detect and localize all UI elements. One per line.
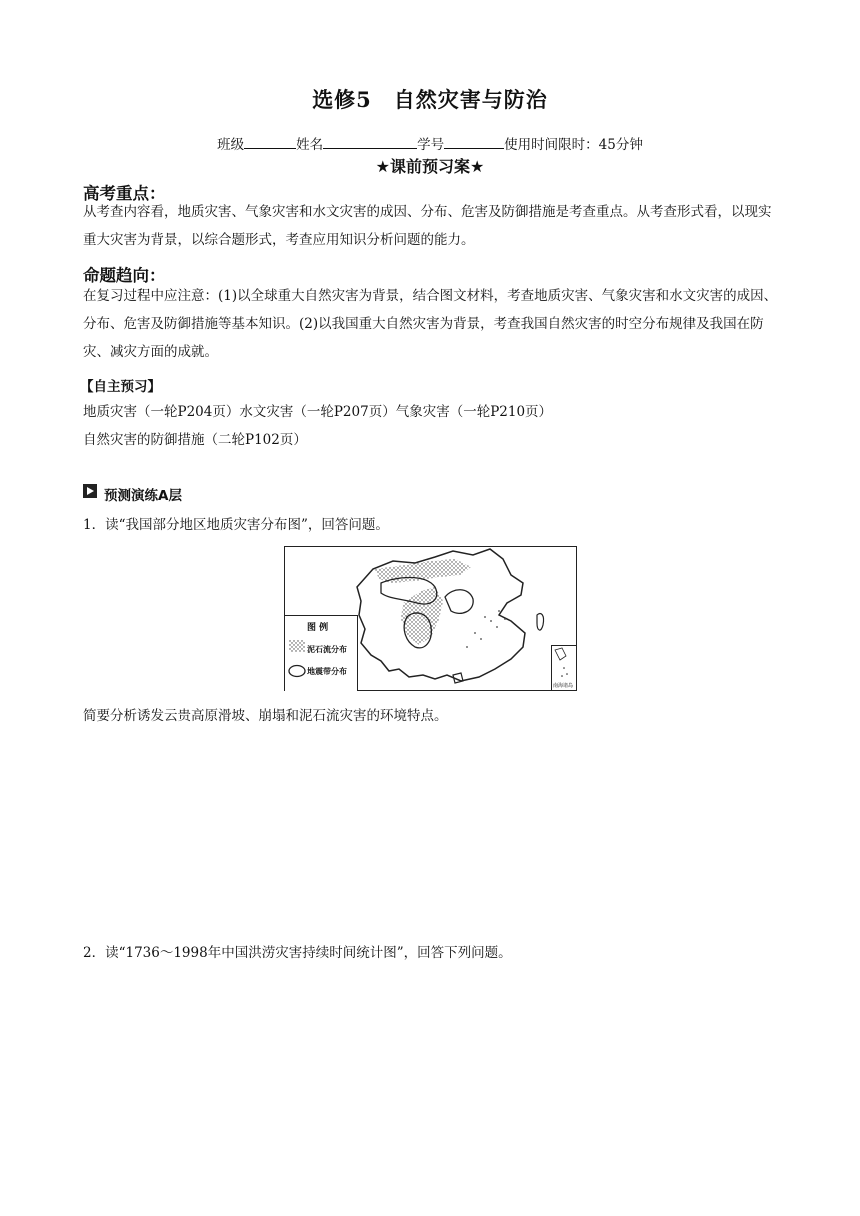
practice-heading: 预测演练A层 [104, 488, 182, 504]
question-1-sub: 简要分析诱发云贵高原滑坡、崩塌和泥石流灾害的环境特点。 [83, 708, 448, 724]
question-2: 2．读“1736～1998年中国洪涝灾害持续时间统计图”，回答下列问题。 [83, 945, 512, 961]
section-subtitle: ★课前预习案★ [375, 157, 485, 176]
question-1: 1．读“我国部分地区地质灾害分布图”，回答问题。 [83, 517, 389, 533]
legend-debris-flow: 泥石流分布 [307, 644, 347, 654]
trend-heading: 命题趋向： [83, 266, 166, 285]
seismic-belt-legend-icon [288, 664, 306, 678]
preview-heading: 【自主预习】 [80, 379, 161, 395]
id-label: 学号 [417, 137, 445, 153]
focus-heading: 高考重点： [83, 184, 166, 203]
focus-text: 从考查内容看，地质灾害、气象灾害和水文灾害的成因、分布、危害及防御措施是考查重点。从考查形式看，以现实重大灾害为背景，以综合题形式，考查应用知识分析问题的能力。 [83, 204, 772, 248]
trend-text: 在复习过程中应注意：(1)以全球重大自然灾害为背景，结合图文材料，考查地质灾害、气象灾害和水文灾害的成因、分布、危害及防御措施等基本知识。(2)以我国重大自然灾害为背景，考查我国自然灾害的时空分布规律及我国在防灾、减灾方面的成就。 [83, 288, 778, 360]
preview-line-1: 地质灾害（一轮P204页）水文灾害（一轮P207页）气象灾害（一轮P210页） [83, 404, 553, 420]
debris-flow-legend-icon [289, 640, 305, 652]
seismic-belt-3 [445, 590, 473, 614]
play-icon [83, 484, 97, 498]
page-title: 选修5 自然灾害与防治 [312, 87, 548, 112]
id-blank [444, 134, 504, 149]
preview-line-2: 自然灾害的防御措施（二轮P102页） [83, 432, 307, 448]
name-blank [323, 134, 417, 149]
class-blank [244, 134, 296, 149]
map-legend [285, 615, 358, 691]
time-limit: 使用时间限时：45分钟 [504, 137, 643, 153]
legend-seismic-belt: 地震带分布 [307, 666, 347, 676]
name-label: 姓名 [296, 137, 324, 153]
class-label: 班级 [217, 137, 245, 153]
south-china-sea-inset [551, 645, 576, 690]
seismic-belt-taiwan [537, 613, 544, 630]
student-info-line [0, 133, 860, 153]
legend-title: 图 例 [307, 623, 329, 633]
disaster-distribution-map [284, 546, 577, 691]
inset-label: 南海诸岛 [553, 683, 574, 689]
